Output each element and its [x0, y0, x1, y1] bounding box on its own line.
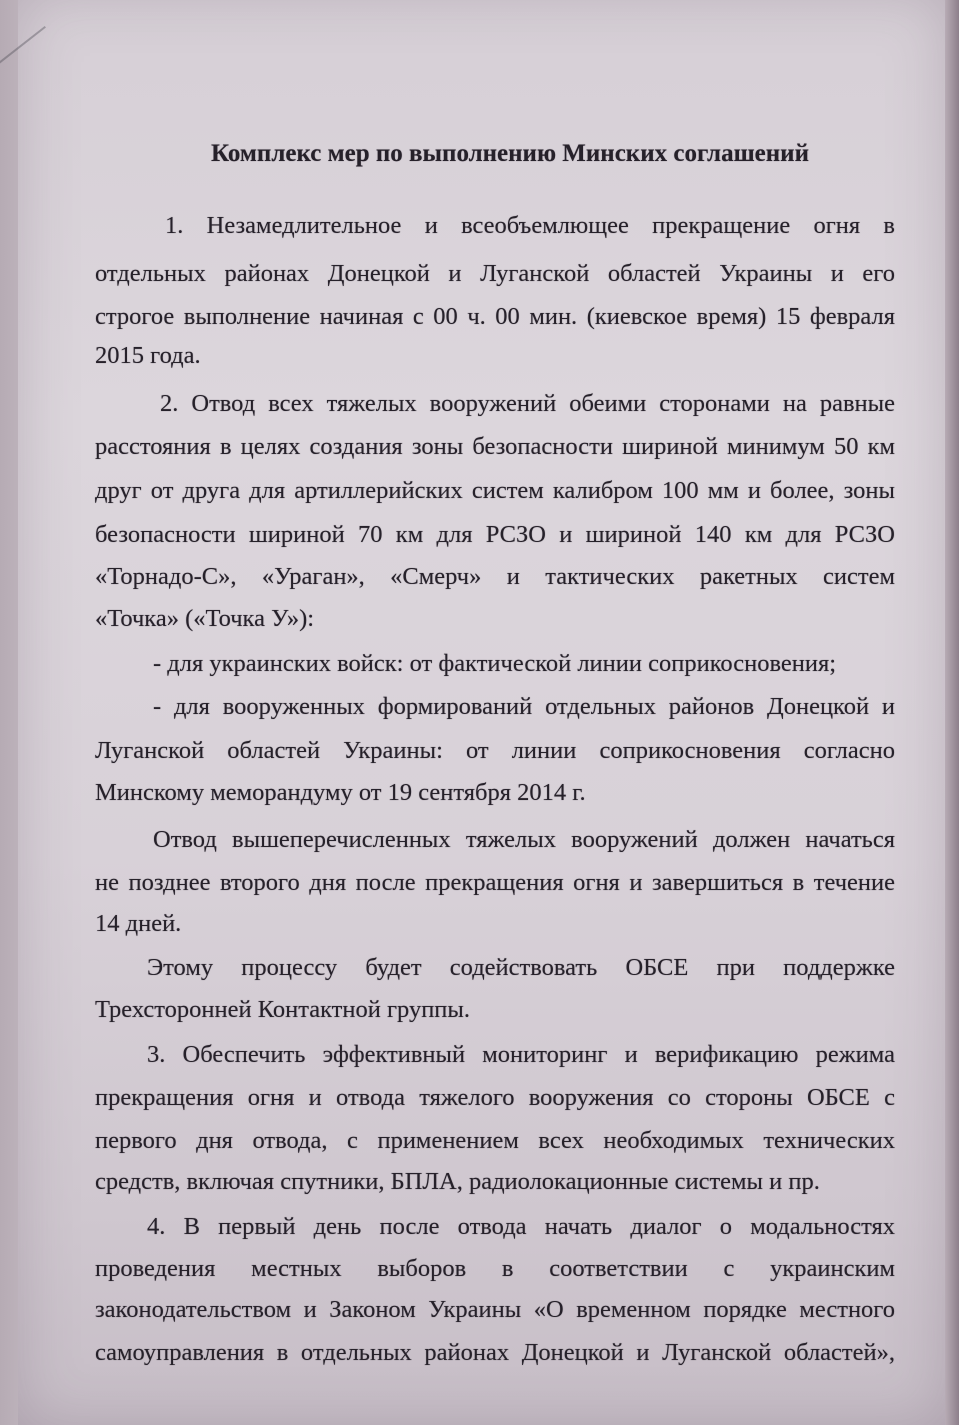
text-line: 2015 года. — [95, 342, 201, 369]
text-line: строгое выполнение начиная с 00 ч. 00 мин. (киевское время) 15 февраля — [95, 303, 895, 330]
text-line: 2. Отвод всех тяжелых вооружений обеими сторонами на равные — [160, 390, 895, 417]
text-line: 14 дней. — [95, 910, 182, 937]
text-line: Трехсторонней Контактной группы. — [95, 996, 471, 1023]
text-line: Минскому меморандуму от 19 сентября 2014 г. — [95, 779, 586, 806]
text-line: Отвод вышеперечисленных тяжелых вооружений должен начаться — [153, 826, 895, 853]
text-line: друг от друга для артиллерийских систем калибром 100 мм и более, зоны — [95, 477, 895, 504]
text-line: «Точка» («Точка У»): — [95, 605, 315, 632]
text-line: 1. Незамедлительное и всеобъемлющее прекращение огня в — [165, 212, 895, 239]
text-line: проведения местных выборов в соответствии с украинским — [95, 1255, 895, 1282]
document-title: Комплекс мер по выполнению Минских соглашений — [211, 140, 809, 167]
text-line: 4. В первый день после отвода начать диалог о модальностях — [147, 1213, 895, 1240]
text-line: Этому процессу будет содействовать ОБСЕ при поддержке — [147, 954, 895, 981]
text-line: первого дня отвода, с применением всех необходимых технических — [95, 1127, 895, 1154]
text-line: прекращения огня и отвода тяжелого вооружения со стороны ОБСЕ с — [95, 1084, 895, 1111]
text-line: расстояния в целях создания зоны безопасности шириной минимум 50 км — [95, 433, 895, 460]
paper-edge — [945, 0, 959, 1425]
text-line: - для украинских войск: от фактической линии соприкосновения; — [153, 650, 837, 677]
text-line: отдельных районах Донецкой и Луганской областей Украины и его — [95, 260, 895, 287]
text-line: средств, включая спутники, БПЛА, радиолокационные системы и пр. — [95, 1168, 820, 1195]
text-line: самоуправления в отдельных районах Донецкой и Луганской областей», — [95, 1339, 895, 1366]
text-line: «Торнадо-С», «Ураган», «Смерч» и тактических ракетных систем — [95, 563, 895, 590]
text-line: Луганской областей Украины: от линии соприкосновения согласно — [95, 737, 895, 764]
text-line: - для вооруженных формирований отдельных районов Донецкой и — [153, 693, 895, 720]
text-line: безопасности шириной 70 км для РСЗО и шириной 140 км для РСЗО — [95, 521, 895, 548]
text-line: законодательством и Законом Украины «О временном порядке местного — [95, 1296, 895, 1323]
text-line: 3. Обеспечить эффективный мониторинг и верификацию режима — [147, 1041, 895, 1068]
text-line: не позднее второго дня после прекращения огня и завершиться в течение — [95, 869, 895, 896]
